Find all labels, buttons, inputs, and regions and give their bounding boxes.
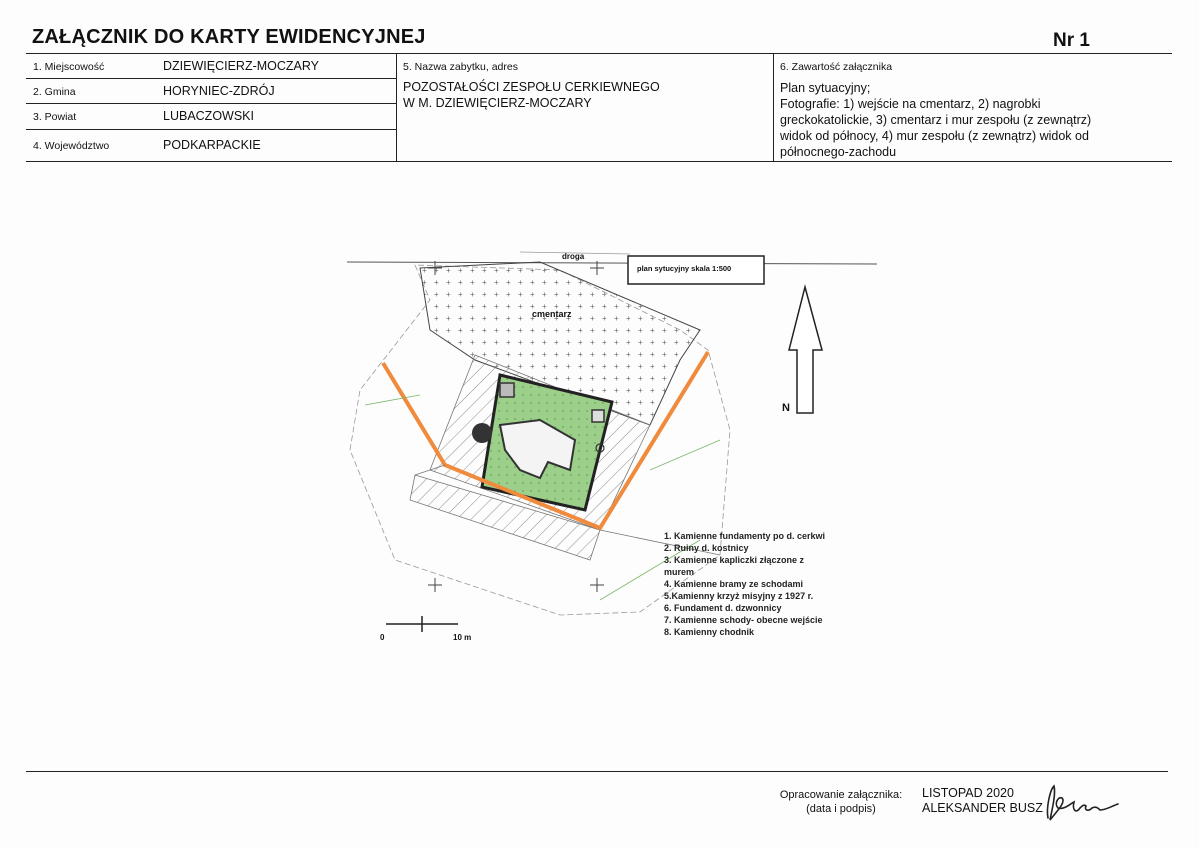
scale-bar [386,616,458,632]
north-label: N [782,402,790,414]
document-number: Nr 1 [1053,30,1090,51]
field-label-commune: 2. Gmina [33,86,76,98]
legend-item: 1. Kamienne fundamenty po d. cerkwi [664,531,826,541]
contents-line: widok od północy, 4) mur zespołu (z zewnątrz) widok od [780,129,1089,143]
prepared-label-line1: Opracowanie załącznika: [779,789,903,801]
footer-rule [26,771,1168,772]
contents-line: greckokatolickie, 3) cmentarz i mur zespołu (z zewnątrz) [780,113,1092,127]
monument-name-line1: POZOSTAŁOŚCI ZESPOŁU CERKIEWNEGO [403,80,660,94]
field-value-county: LUBACZOWSKI [163,109,254,123]
bell-tower-foundation [472,423,492,443]
legend-item: 8. Kamienny chodnik [664,627,755,637]
chapel-1 [592,410,604,422]
north-arrow-icon [789,287,822,413]
field-value-locality: DZIEWIĘCIERZ-MOCZARY [163,59,320,73]
road-label: droga [562,252,585,261]
contents-line: Plan sytuacyjny; [780,81,871,95]
legend-item: 5.Kamienny krzyż misyjny z 1927 r. [664,591,814,601]
scale-ten-label: 10 m [453,633,472,642]
field-label-voivodeship: 4. Województwo [33,140,110,152]
legend-item: murem [664,567,695,577]
scale-zero-label: 0 [380,633,385,642]
handwritten-signature [1040,780,1130,830]
cemetery-label: cmentarz [532,309,572,319]
legend-item: 2. Ruiny d. kostnicy [664,543,749,553]
prepared-by-value [922,786,1043,816]
monument-label: 5. Nazwa zabytku, adres [403,61,518,73]
field-value-voivodeship: PODKARPACKIE [163,138,261,152]
legend-item: 6. Fundament d. dzwonnicy [664,603,782,613]
contents-line: północnego-zachodu [780,145,897,159]
prepared-date: LISTOPAD 2020 [922,786,1014,800]
prepared-label-line2: (data i podpis) [806,803,876,815]
field-label-locality: 1. Miejscowość [33,61,105,73]
legend-item: 3. Kamienne kapliczki złączone z [664,555,805,565]
field-label-county: 3. Powiat [33,111,77,123]
green-line-2 [650,440,720,470]
document-title: ZAŁĄCZNIK DO KARTY EWIDENCYJNEJ [32,26,426,48]
field-value-commune: HORYNIEC-ZDRÓJ [163,84,275,98]
prepared-by-label [775,788,907,816]
plan-scale-label: plan sytucyjny skala 1:500 [637,264,732,273]
ossuary-ruin [500,383,514,397]
contents-label: 6. Zawartość załącznika [780,61,893,73]
plan-legend [664,530,879,638]
road-line [347,262,877,264]
contents-line: Fotografie: 1) wejście na cmentarz, 2) nagrobki [780,97,1041,111]
monument-name-line2: W M. DZIEWIĘCIERZ-MOCZARY [403,96,592,110]
legend-item: 4. Kamienne bramy ze schodami [664,579,804,589]
legend-item: 7. Kamienne schody- obecne wejście [664,615,823,625]
green-line [365,395,420,405]
prepared-author: ALEKSANDER BUSZ [922,801,1043,815]
